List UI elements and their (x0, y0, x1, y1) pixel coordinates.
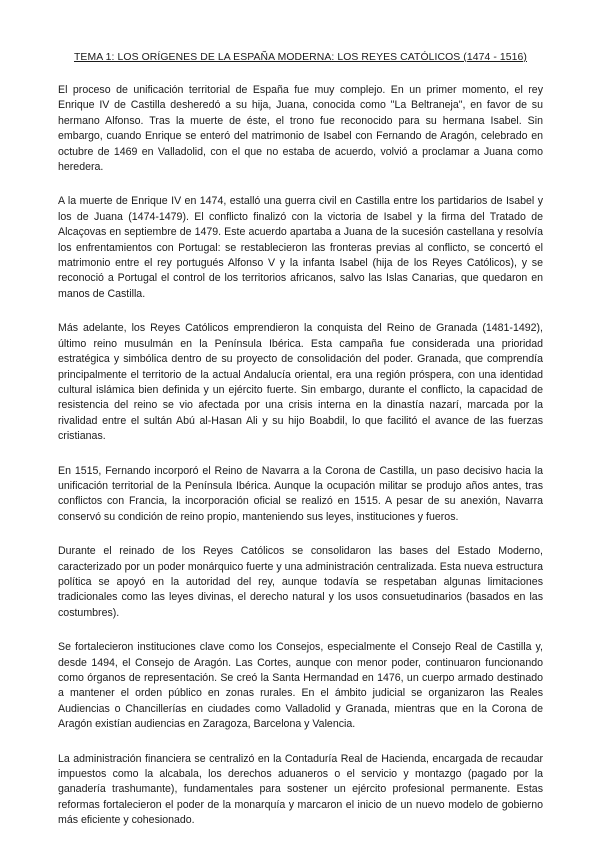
paragraph-modern-state: Durante el reinado de los Reyes Católicos se consolidaron las bases del Estado Moderno, caracterizado por un poder monárquico fuerte y una administración centralizada. Esta nueva estructura política se apoyó en la autoridad del rey, aunque todavía se respetaban algunas limitaciones tradicionales como las leyes divinas, el derecho natural y los usos consuetudinarios (basados en las costumbres). (58, 545, 543, 619)
paragraph-institutions: Se fortalecieron instituciones clave como los Consejos, especialmente el Consejo Real de Castilla y, desde 1494, el Consejo de Aragón. Las Cortes, aunque con menor poder, continuaron funcionando como órganos de representación. Se creó la Santa Hermandad en 1476, un cuerpo armado destinado a mantener el orden público en zonas rurales. En el ámbito judicial se organizaron las Reales Audiencias o Chancillerías en ciudades como Valladolid y Granada, mientras que en la Corona de Aragón existían audiencias en Zaragoza, Barcelona y Valencia. (58, 641, 543, 731)
document-page (58, 52, 543, 848)
paragraph-succession: El proceso de unificación territorial de España fue muy complejo. En un primer momento, el rey Enrique IV de Castilla desheredó a su hija, Juana, conocida como "La Beltraneja", en favor de su hermano Alfonso. Tras la muerte de éste, el trono fue reconocido para su hermana Isabel. Sin embargo, cuando Enrique se enteró del matrimonio de Isabel con Fernando de Aragón, celebrado en octubre de 1469 en Valladolid, con el que no estaba de acuerdo, volvió a proclamar a Juana como heredera. (58, 84, 543, 174)
document-title: TEMA 1: LOS ORÍGENES DE LA ESPAÑA MODERNA: LOS REYES CATÓLICOS (1474 - 1516) (73, 52, 527, 63)
paragraph-navarra: En 1515, Fernando incorporó el Reino de Navarra a la Corona de Castilla, un paso decisivo hacia la unificación territorial de la Península Ibérica. Aunque la ocupación militar se produjo años antes, tras conflictos con Francia, la incorporación oficial se realizó en 1515. A pesar de su anexión, Navarra conservó su condición de reino propio, manteniendo sus leyes, instituciones y fueros. (58, 464, 543, 523)
paragraph-finance: La administración financiera se centralizó en la Contaduría Real de Hacienda, encargada de recaudar impuestos como la alcabala, los derechos aduaneros o el servicio y montazgo (pagado por la ganadería trashumante), fundamentales para sostener un ejército profesional permanente. Estas reformas fortalecieron el poder de la monarquía y marcaron el inicio de un nuevo modelo de gobierno más eficiente y cohesionado. (58, 752, 543, 827)
paragraph-granada: Más adelante, los Reyes Católicos emprendieron la conquista del Reino de Granada (1481-1492), último reino musulmán en la Península Ibérica. Esta campaña fue considerada una prioridad estratégica y simbólica dentro de su proyecto de consolidación del poder. Granada, que comprendía principalmente el territorio de la actual Andalucía oriental, era una región próspera, con una identidad cultural islámica bien definida y un ejército fuerte. Sin embargo, durante el conflicto, la capacidad de resistencia del reino se vio afectada por una crisis interna en la dinastía nazarí, marcada por la rivalidad entre el sultán Abú al-Hasan Ali y su hijo Boabdil, lo que facilitó el avance de las fuerzas cristianas. (58, 322, 543, 443)
paragraph-civil-war: A la muerte de Enrique IV en 1474, estalló una guerra civil en Castilla entre los partidarios de Isabel y los de Juana (1474-1479). El conflicto finalizó con la victoria de Isabel y la firma del Tratado de Alcaçovas en septiembre de 1479. Este acuerdo apartaba a Juana de la sucesión castellana y resolvía los enfrentamientos con Portugal: se restablecieron las fronteras previas al conflicto, se concertó el matrimonio entre el rey portugués Alfonso V y la infanta Isabel (hija de los Reyes Católicos), y se reconoció a Portugal el control de los territorios africanos, salvo las Islas Canarias, que quedaron en manos de Castilla. (58, 195, 543, 300)
